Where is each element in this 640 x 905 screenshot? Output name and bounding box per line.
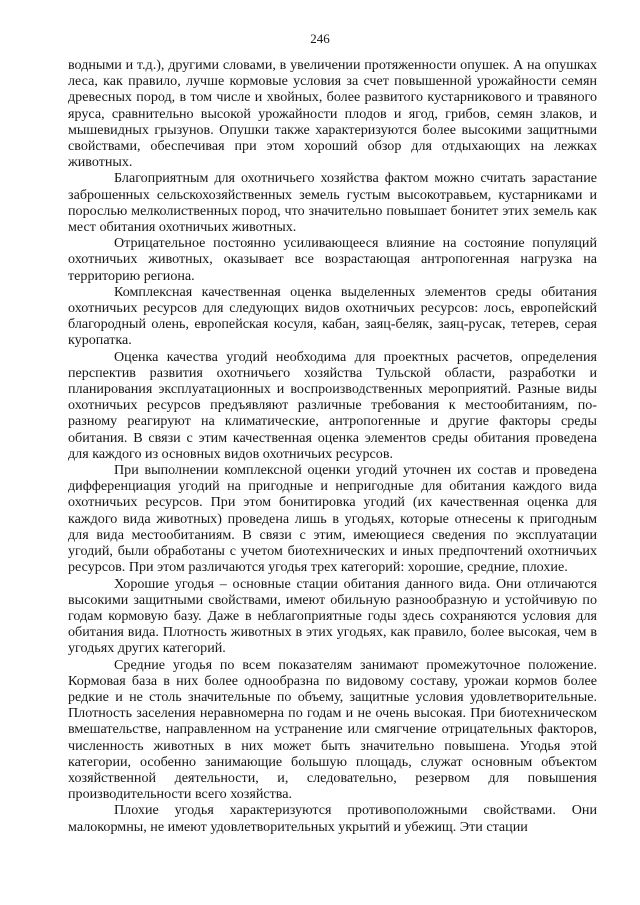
paragraph: Отрицательное постоянно усиливающееся влияние на состояние популяций охотничьих животных, оказывает все возрастающая антропогенная нагрузка на территорию региона.	[68, 235, 597, 284]
paragraph: водными и т.д.), другими словами, в увеличении протяженности опушек. А на опушках леса, как правило, лучше кормовые условия за счет повышенной урожайности семян древесных пород, в том числе и хвойных, более развитого кустарникового и травяного яруса, сравнительно высокой урожайности плодов и ягод, грибов, семян злаков, и мышевидных грызунов. Опушки также характеризуются более высокими защитными свойствами, обеспечивая при этом хороший обзор для отдыхающих на лежках животных.	[68, 57, 597, 171]
paragraph: При выполнении комплексной оценки угодий уточнен их состав и проведена дифференциация угодий на пригодные и непригодные для обитания каждого вида охотничьих ресурсов. При этом бонитировка угодий (их качественная оценка для каждого вида животных) проведена лишь в угодьях, которые отнесены к пригодным для вида местообитаниям. В связи с этим, имеющиеся сведения по эксплуатации угодий, были обработаны с учетом биотехнических и иных предпочтений охотничьих ресурсов. При этом различаются угодья трех категорий: хорошие, средние, плохие.	[68, 462, 597, 576]
paragraph: Комплексная качественная оценка выделенных элементов среды обитания охотничьих ресурсов для следующих видов охотничьих ресурсов: лось, европейский благородный олень, европейская косуля, кабан, заяц-беляк, заяц-русак, тетерев, серая куропатка.	[68, 283, 597, 349]
paragraph: Оценка качества угодий необходима для проектных расчетов, определения перспектив развития охотничьего хозяйства Тульской области, разработки и планирования эксплуатационных и воспроизводственных мероприятий. Разные виды охотничьих ресурсов предъявляют различные требования к местообитаниям, по-разному реагируют на климатические, антропогенные и другие факторы среды обитания. В связи с этим качественная оценка элементов среды обитания проведена для каждого из основных видов охотничьих ресурсов.	[68, 348, 597, 462]
paragraph: Благоприятным для охотничьего хозяйства фактом можно считать зарастание заброшенных сельскохозяйственных земель густым высокотравьем, кустарниками и порослью мелколиственных пород, что значительно повышает бонитет этих земель как мест обитания охотничьих животных.	[68, 170, 597, 236]
paragraph: Плохие угодья характеризуются противоположными свойствами. Они малокормны, не имеют удовлетворительных укрытий и убежищ. Эти стации	[68, 802, 597, 835]
page-number: 246	[310, 31, 330, 46]
paragraph: Средние угодья по всем показателям занимают промежуточное положение. Кормовая база в них более однообразна по видовому составу, урожаи кормов более редкие и не столь значительные по объему, защитные условия удовлетворительные. Плотность заселения неравномерна по годам и не очень высокая. При биотехническом вмешательстве, направленном на устранение или смягчение отрицательных факторов, численность животных в них может быть значительно повышена. Угодья этой категории, особенно занимающие большую площадь, служат основным объектом хозяйственной деятельности, и, следовательно, резервом для повышения производительности всего хозяйства.	[68, 656, 597, 803]
body-text	[68, 57, 597, 835]
paragraph: Хорошие угодья – основные стации обитания данного вида. Они отличаются высокими защитными свойствами, имеют обильную разнообразную и устойчивую по годам кормовую базу. Даже в неблагоприятные годы здесь сохраняются условия для обитания вида. Плотность животных в этих угодьях, как правило, более высокая, чем в угодьях других категорий.	[68, 575, 597, 657]
